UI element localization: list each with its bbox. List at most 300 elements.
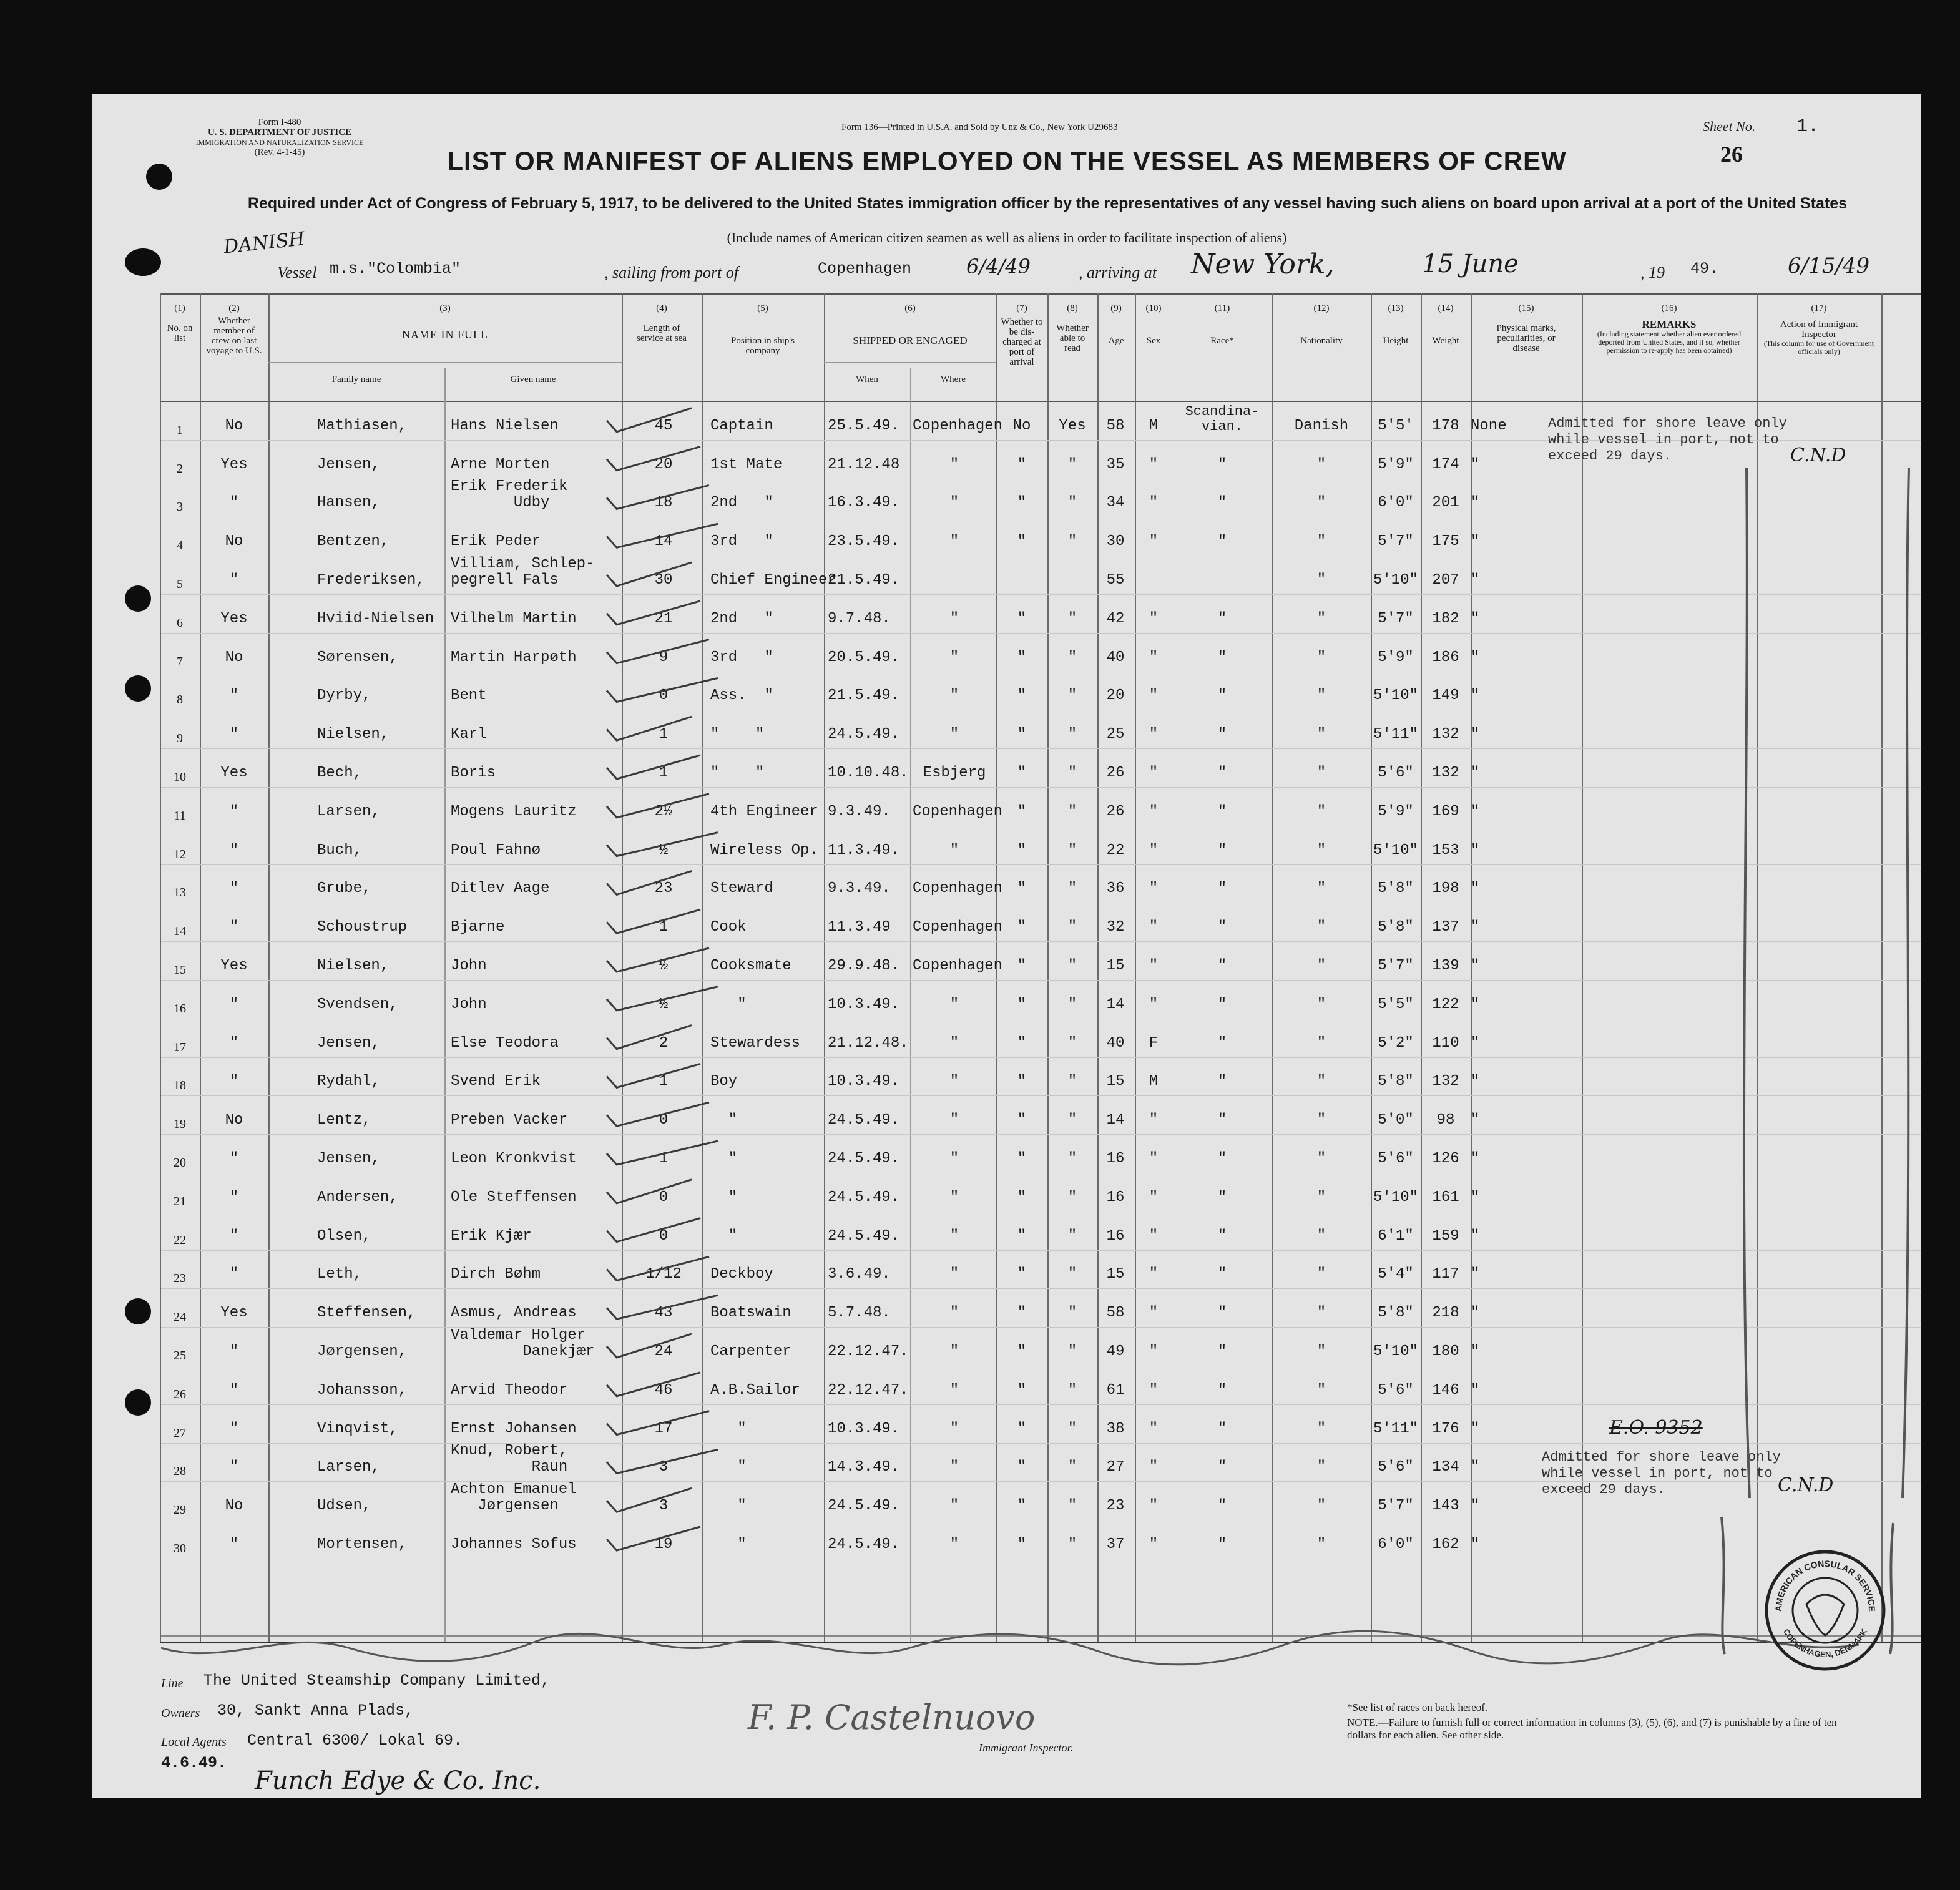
arrival-day: 15 June [1422,250,1519,278]
cell-weight: 117 [1432,1266,1459,1283]
cell-height: 6'1" [1378,1227,1414,1245]
cell-no: 1 [177,423,183,437]
cell-marks: " [1471,456,1480,473]
cell-nationality: " [1316,726,1326,743]
cell-given: John [451,957,487,974]
cell-age: 32 [1106,919,1125,936]
cell-service: 0 [659,687,669,705]
cell-marks: " [1471,996,1480,1013]
cell-race: " [1217,1188,1227,1206]
cell-read: " [1067,1112,1077,1129]
cell-sex: M [1149,1073,1159,1090]
arriving-label: , arriving at [1079,263,1157,282]
cell-height: 5'6" [1378,1459,1414,1476]
cell-marks: " [1471,571,1480,589]
seal-inner-ring [1793,1578,1858,1643]
shipped-subhead-rule [824,362,996,363]
cell-age: 38 [1106,1420,1125,1437]
cell-weight: 162 [1432,1535,1459,1553]
col-num: (9) [1110,303,1122,313]
cell-service: 14 [654,533,673,551]
cell-when: 10.3.49. [828,1073,900,1090]
cell-age: 55 [1106,571,1125,589]
cell-position: Ass. " [710,687,773,705]
cell-position: " [710,1497,747,1515]
cell-age: 14 [1106,1112,1125,1129]
cell-family: Steffensen, [317,1305,416,1322]
col-label: Whether to be dis- charged at port of arrival [1001,317,1043,367]
cell-where: Copenhagen [913,803,1003,820]
cell-weight: 186 [1432,649,1459,666]
cell-discharge: " [1017,726,1027,743]
cell-read: " [1067,1227,1077,1245]
cell-prev: " [229,803,239,820]
cell-marks: " [1471,1227,1480,1245]
cell-where: " [949,533,959,551]
cell-weight: 207 [1432,571,1459,589]
manifest-document [92,94,1921,1798]
cell-given: Ernst Johansen [451,1420,577,1437]
cell-prev: No [225,1497,243,1515]
cell-read: " [1067,494,1077,512]
sailing-date: 6/4/49 [966,255,1031,278]
cell-nationality: " [1316,841,1326,859]
col-num: (11) [1214,303,1230,313]
cell-race: " [1217,957,1227,974]
cell-nationality: " [1316,1150,1326,1167]
cell-where: Copenhagen [913,417,1003,434]
cell-position: Cooksmate [710,957,791,974]
inspector-label: Immigrant Inspector. [979,1741,1073,1754]
cell-marks: " [1471,1381,1480,1399]
cell-family: Mortensen, [317,1535,408,1553]
year-label: , 19 [1640,263,1665,282]
cell-position: " [710,1535,747,1553]
cell-height: 5'5" [1378,996,1414,1013]
cell-race: " [1217,841,1227,859]
col-label: Height [1383,336,1409,346]
cell-weight: 180 [1432,1343,1459,1360]
cell-race: " [1217,494,1227,512]
cell-weight: 153 [1432,841,1459,859]
cell-position: 3rd " [710,533,773,551]
cell-age: 36 [1106,880,1125,898]
cell-service: 19 [654,1535,673,1553]
printer-line: Form 136—Printed in U.S.A. and Sold by Unz & Co., New York U29683 [841,122,1118,132]
col-num: (6) [904,303,916,313]
cell-no: 7 [177,654,183,668]
cell-race: " [1217,1497,1227,1515]
cell-sex: " [1149,1535,1159,1553]
cell-given: Vilhelm Martin [451,610,577,627]
cell-marks: " [1471,1305,1480,1322]
cell-given: Ole Steffensen [451,1188,577,1206]
cell-race: " [1217,649,1227,666]
cell-race: " [1217,1343,1227,1360]
cell-discharge: " [1017,687,1027,705]
cell-age: 16 [1106,1227,1125,1245]
check-mark-icon [607,524,718,547]
cell-family: Jensen, [317,456,380,473]
cell-sex: " [1149,764,1159,781]
cell-height: 5'10" [1373,841,1418,859]
cell-family: Larsen, [317,1459,380,1476]
cell-when: 21.12.48 [828,456,900,473]
cell-where: " [949,1343,959,1360]
vessel-name: m.s."Colombia" [330,260,461,278]
cell-weight: 201 [1432,494,1459,512]
cell-nationality: " [1316,494,1326,512]
cell-family: Schoustrup [317,919,408,936]
col-label: SHIPPED OR ENGAGED [853,335,968,346]
cell-when: 21.5.49. [828,687,900,705]
cell-marks: " [1471,1343,1480,1360]
cell-height: 5'11" [1373,1420,1418,1437]
cell-marks: " [1471,1459,1480,1476]
cell-prev: " [229,1343,239,1360]
cell-service: 1 [659,1150,669,1167]
cell-read: " [1067,533,1077,551]
cell-age: 16 [1106,1188,1125,1206]
agents-label: Local Agents [161,1735,227,1749]
col-sublabel: (This column for use of Government officials only) [1763,339,1874,356]
cell-discharge: " [1017,494,1027,512]
cell-nationality: " [1316,919,1326,936]
cell-service: 43 [654,1305,673,1322]
cell-service: 1 [659,764,669,781]
cell-when: 10.3.49. [828,1420,900,1437]
cell-no: 5 [177,577,183,591]
cell-discharge: " [1017,957,1027,974]
col-label: REMARKS [1642,318,1697,330]
col-num: (12) [1313,303,1330,313]
cell-read: " [1067,610,1077,627]
col-num: (10) [1145,303,1162,313]
cell-marks: " [1471,1535,1480,1553]
check-mark-icon [607,1026,692,1049]
sheet-number: 1. [1796,116,1820,137]
cell-prev: " [229,571,239,589]
col-when: When [856,375,878,384]
col-label: Race* [1210,336,1234,346]
check-mark-icon [607,755,700,779]
cell-age: 27 [1106,1459,1125,1476]
cell-service: 3 [659,1459,669,1476]
cell-no: 24 [174,1310,186,1324]
cell-family: Frederiksen, [317,571,425,589]
cell-when: 21.5.49. [828,571,900,589]
cell-marks: " [1471,610,1480,627]
vessel-label: Vessel [277,263,317,282]
cell-no: 17 [174,1040,186,1054]
cell-where: Copenhagen [913,957,1003,974]
cell-when: 10.10.48. [828,764,909,781]
cell-family: Lentz, [317,1112,371,1129]
cell-read: Yes [1059,417,1086,434]
cell-race: " [1217,687,1227,705]
remarks-block-2: Admitted for shore leave only while vessel in port, not to exceed 29 days. [1542,1449,1781,1497]
cell-age: 30 [1106,533,1125,551]
cell-height: 5'4" [1378,1266,1414,1283]
cell-age: 61 [1106,1381,1125,1399]
cell-weight: 149 [1432,687,1459,705]
col-num: (16) [1661,303,1677,313]
cell-weight: 134 [1432,1459,1459,1476]
cell-when: 24.5.49. [828,1535,900,1553]
check-mark-icon [607,678,718,705]
cell-discharge: " [1017,1420,1027,1437]
cell-given: Mogens Lauritz [451,803,577,820]
cell-discharge: No [1012,417,1031,434]
cell-sex: " [1149,841,1159,859]
cell-discharge: " [1017,610,1027,627]
cell-no: 26 [174,1387,186,1401]
cell-where: " [949,649,959,666]
cell-height: 5'2" [1378,1034,1414,1052]
line-label: Line [161,1677,184,1690]
cell-service: 45 [654,417,673,434]
cell-marks: " [1471,1073,1480,1090]
cell-given: Preben Vacker [451,1112,568,1129]
seal-eagle-icon [1806,1595,1844,1635]
cell-marks: " [1471,1497,1480,1515]
check-mark-icon [607,794,709,818]
cell-where: " [949,1266,959,1283]
col-label: NAME IN FULL [402,328,488,341]
cell-prev: " [229,1459,239,1476]
cell-height: 5'8" [1378,1305,1414,1322]
cell-read: " [1067,880,1077,898]
cell-read: " [1067,919,1077,936]
cell-sex: " [1149,957,1159,974]
cell-discharge: " [1017,996,1027,1013]
cell-where: Copenhagen [913,880,1003,898]
cell-service: ½ [659,957,669,974]
cell-service: 2½ [654,803,673,820]
cell-family: Jørgensen, [317,1343,408,1360]
cell-sex: " [1149,687,1159,705]
cell-height: 5'0" [1378,1112,1414,1129]
col-num: (17) [1811,303,1827,313]
cell-position: " [710,1420,747,1437]
cell-nationality: " [1316,996,1326,1013]
cell-sex: " [1149,456,1159,473]
cell-when: 24.5.49. [828,1112,900,1129]
cell-family: Nielsen, [317,957,390,974]
cell-weight: 174 [1432,456,1459,473]
cell-age: 42 [1106,610,1125,627]
cell-age: 20 [1106,687,1125,705]
cell-discharge: " [1017,803,1027,820]
check-mark-icon [607,717,692,740]
cell-prev: " [229,687,239,705]
cell-read: " [1067,1188,1077,1206]
agents-value: Central 6300/ Lokal 69. [247,1731,463,1750]
owners-label: Owners [161,1706,200,1720]
cell-height: 5'11" [1373,726,1418,743]
cell-family: Svendsen, [317,996,398,1013]
cell-family: Vinqvist, [317,1420,398,1437]
cell-height: 6'0" [1378,1535,1414,1553]
cell-nationality: " [1316,1343,1326,1360]
cell-service: 0 [659,1227,669,1245]
cell-when: 23.5.49. [828,533,900,551]
col-sublabel: (Including statement whether alien ever ordered deported from United States, and if so, whether permission to re-apply has been obtained) [1597,330,1742,355]
cell-prev: " [229,726,239,743]
cell-marks: " [1471,1034,1480,1052]
cell-age: 58 [1106,417,1125,434]
struck-order: E.O. 9352 [1609,1417,1703,1439]
cell-service: 23 [654,880,673,898]
cell-service: 1/12 [645,1266,682,1283]
cell-weight: 126 [1432,1150,1459,1167]
col-label: Age [1108,336,1124,346]
cell-when: 3.6.49. [828,1266,891,1283]
cell-read: " [1067,957,1077,974]
cell-nationality: " [1316,1034,1326,1052]
cell-where: " [949,687,959,705]
check-mark-icon [607,1256,709,1280]
cell-nationality: " [1316,1112,1326,1129]
cell-when: 24.5.49. [828,1150,900,1167]
cell-where: Copenhagen [913,919,1003,936]
sailing-label: , sailing from port of [604,263,739,282]
cell-weight: 132 [1432,726,1459,743]
check-mark-icon [607,1064,700,1087]
cell-nationality: " [1316,880,1326,898]
cell-no: 15 [174,962,186,977]
cell-no: 8 [177,693,183,707]
cell-sex: " [1149,1188,1159,1206]
cell-where: " [949,1112,959,1129]
cell-marks: " [1471,649,1480,666]
cell-given: Poul Fahnø [451,841,541,859]
cell-height: 5'8" [1378,880,1414,898]
cell-nationality: " [1316,1381,1326,1399]
cell-height: 5'10" [1373,1343,1418,1360]
cell-service: 3 [659,1497,669,1515]
cell-sex: " [1149,1343,1159,1360]
col-label: Action of Immigrant Inspector [1780,320,1858,340]
cell-age: 58 [1106,1305,1125,1322]
cell-service: 18 [654,494,673,512]
cell-service: 9 [659,649,669,666]
cell-nationality: " [1316,649,1326,666]
cell-position: Wireless Op. [710,841,818,859]
cell-read: " [1067,841,1077,859]
cell-age: 34 [1106,494,1125,512]
cell-position: Boy [710,1073,738,1090]
cell-service: 46 [654,1381,673,1399]
cell-family: Bentzen, [317,533,390,551]
cell-nationality: " [1316,803,1326,820]
check-mark-icon [607,601,700,625]
cell-weight: 176 [1432,1420,1459,1437]
cell-position: Cook [710,919,747,936]
cell-when: 20.5.49. [828,649,900,666]
cell-weight: 98 [1436,1112,1455,1129]
cell-discharge: " [1017,1112,1027,1129]
cell-family: Rydahl, [317,1073,380,1090]
cell-discharge: " [1017,880,1027,898]
cell-race: " [1217,803,1227,820]
cell-when: 22.12.47. [828,1343,909,1360]
cell-weight: 159 [1432,1227,1459,1245]
cell-when: 11.3.49. [828,841,900,859]
check-mark-icon [607,1411,709,1435]
cell-marks: " [1471,919,1480,936]
cell-race: " [1217,1420,1227,1437]
cell-position: " [710,1150,738,1167]
cell-height: 5'10" [1373,1188,1418,1206]
cell-discharge: " [1017,1381,1027,1399]
cell-weight: 146 [1432,1381,1459,1399]
subtitle: Required under Act of Congress of February 5, 1917, to be delivered to the United States immigration officer by the representatives of any vessel having such aliens on board upon arrival at a port of the United States [247,195,1848,212]
cell-where: " [949,1227,959,1245]
col-num: (7) [1016,303,1027,313]
cell-height: 5'10" [1373,687,1418,705]
cell-where: " [949,1497,959,1515]
cell-where: " [949,1459,959,1476]
cell-nationality: " [1316,1266,1326,1283]
cell-nationality: " [1316,571,1326,589]
cell-when: 9.7.48. [828,610,891,627]
cell-weight: 169 [1432,803,1459,820]
cell-nationality: " [1316,957,1326,974]
cell-family: Andersen, [317,1188,398,1206]
cell-sex: " [1149,803,1159,820]
cell-nationality: " [1316,533,1326,551]
cell-prev: " [229,1535,239,1553]
cell-sex: " [1149,919,1159,936]
cell-nationality: " [1316,456,1326,473]
cell-nationality: " [1316,687,1326,705]
col-label: Physical marks, peculiarities, or disease [1496,323,1556,353]
cell-family: Mathiasen, [317,417,408,434]
cell-race: " [1217,880,1227,898]
check-mark-icon [607,833,718,856]
cell-when: 16.3.49. [828,494,900,512]
cell-nationality: " [1316,1073,1326,1090]
race-note: *See list of races on back hereof. [1347,1701,1488,1713]
cell-discharge: " [1017,1150,1027,1167]
cell-read: " [1067,1034,1077,1052]
cell-prev: Yes [220,610,248,627]
cell-where: " [949,610,959,627]
cell-age: 26 [1106,803,1125,820]
cell-read: " [1067,1381,1077,1399]
cell-weight: 175 [1432,533,1459,551]
cell-sex: " [1149,1266,1159,1283]
cell-marks: None [1471,417,1507,434]
cell-height: 5'6" [1378,1381,1414,1399]
agent-signature: Funch Edye & Co. Inc. [255,1766,541,1795]
cell-given: Villiam, Schlep- pegrell Fals [451,555,595,589]
col-label: Whether member of crew on last voyage to U.S. [206,316,262,356]
cell-when: 14.3.49. [828,1459,900,1476]
cancel-wave-line [161,1617,1859,1673]
check-mark-icon [607,640,709,663]
cell-race: Scandina- vian. [1185,403,1260,434]
cell-no: 3 [177,500,183,514]
cell-prev: " [229,919,239,936]
check-mark-icon [607,1218,700,1242]
cell-discharge: " [1017,919,1027,936]
cell-race: " [1217,919,1227,936]
cell-service: 21 [654,610,673,627]
cell-prev: " [229,1188,239,1206]
form-number: Form I-480 [258,117,301,127]
